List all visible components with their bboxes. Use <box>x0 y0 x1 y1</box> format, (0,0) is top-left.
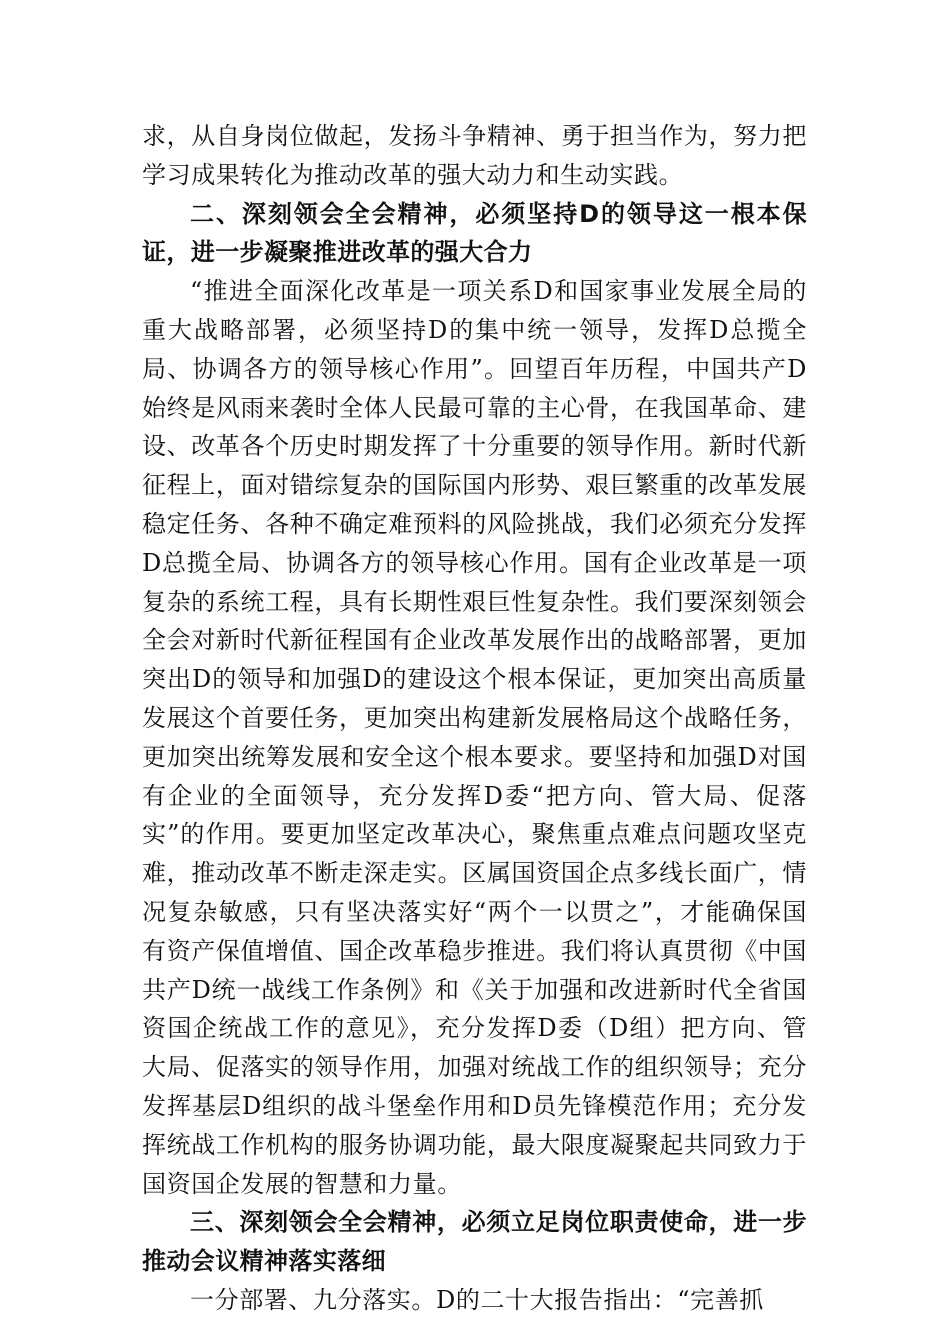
document-body <box>142 117 807 1320</box>
section-heading-2: 二、深刻领会全会精神，必须坚持D的领导这一根本保证，进一步凝聚推进改革的强大合力 <box>142 199 807 267</box>
paragraph-section-2: “推进全面深化改革是一项关系D和国家事业发展全局的重大战略部署，必须坚持D的集中统一领导，发挥D总揽全局、协调各方的领导核心作用”。回望百年历程，中国共产D始终是风雨来袭时全体人民最可靠的主心骨，在我国革命、建设、改革各个历史时期发挥了十分重要的领导作用。新时代新征程上，面对错综复杂的国际国内形势、艰巨繁重的改革发展稳定任务、各种不确定难预料的风险挑战，我们必须充分发挥D总揽全局、协调各方的领导核心作用。国有企业改革是一项复杂的系统工程，具有长期性艰巨性复杂性。我们要深刻领会全会对新时代新征程国有企业改革发展作出的战略部署，更加突出D的领导和加强D的建设这个根本保证，更加突出高质量发展这个首要任务，更加突出构建新发展格局这个战略任务，更加突出统筹发展和安全这个根本要求。要坚持和加强D对国有企业的全面领导，充分发挥D委“把方向、管大局、促落实”的作用。要更加坚定改革决心，聚焦重点难点问题攻坚克难，推动改革不断走深走实。区属国资国企点多线长面广，情况复杂敏感，只有坚决落实好“两个一以贯之”，才能确保国有资产保值增值、国企改革稳步推进。我们将认真贯彻《中国共产D统一战线工作条例》和《关于加强和改进新时代全省国资国企统战工作的意见》，充分发挥D委（D组）把方向、管大局、促落实的领导作用，加强对统战工作的组织领导；充分发挥基层D组织的战斗堡垒作用和D员先锋模范作用；充分发挥统战工作机构的服务协调功能，最大限度凝聚起共同致力于国资国企发展的智慧和力量。 <box>142 277 807 1198</box>
paragraph-continuation: 求，从自身岗位做起，发扬斗争精神、勇于担当作为，努力把学习成果转化为推动改革的强大动力和生动实践。 <box>142 122 807 189</box>
section-heading-3: 三、深刻领会全会精神，必须立足岗位职责使命，进一步推动会议精神落实落细 <box>142 1208 807 1276</box>
paragraph-section-3: 一分部署、九分落实。D的二十大报告指出：“完善抓 <box>190 1285 764 1314</box>
